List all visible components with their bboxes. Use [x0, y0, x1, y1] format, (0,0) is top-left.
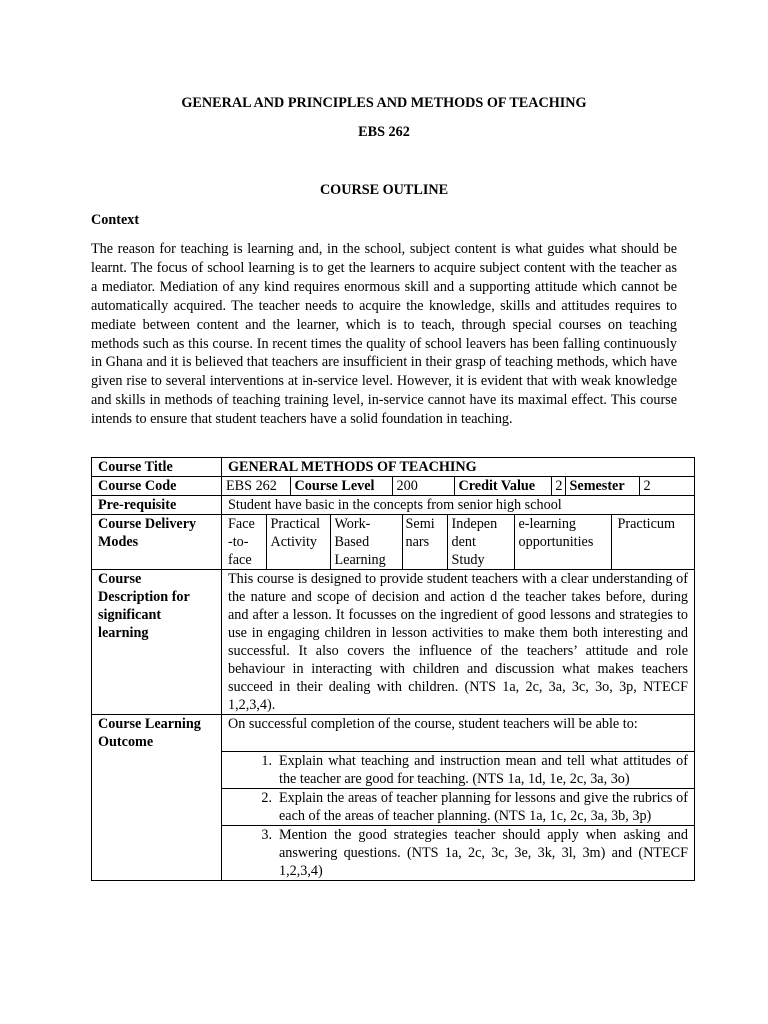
semester-value: 2: [639, 477, 694, 495]
learning-outcome-intro: On successful completion of the course, student teachers will be able to:: [222, 715, 694, 752]
delivery-mode-seminars: Semi nars: [402, 515, 447, 569]
table-row: [92, 715, 695, 881]
course-code-label: Course Code: [92, 477, 222, 496]
course-outline-table: [91, 457, 695, 881]
course-level-label: Course Level: [290, 477, 392, 495]
outcome-number: 1.: [261, 753, 272, 769]
table-row: [92, 515, 695, 570]
delivery-mode-e-learning: e-learning opportunities: [514, 515, 611, 569]
list-item: [228, 789, 688, 825]
credit-value-label: Credit Value: [454, 477, 551, 495]
list-item: [228, 826, 688, 880]
table-row: [92, 477, 695, 496]
table-row: [92, 458, 695, 477]
context-heading: Context: [91, 212, 140, 228]
delivery-mode-independent: Indepen dent Study: [447, 515, 514, 569]
delivery-mode-work-based: Work-Based Learning: [330, 515, 402, 569]
course-outline-heading: COURSE OUTLINE: [319, 182, 449, 198]
outcome-number: 3.: [261, 827, 272, 843]
semester-label: Semester: [565, 477, 639, 495]
prerequisite-value: Student have basic in the concepts from senior high school: [222, 496, 695, 515]
delivery-mode-practicum: Practicum: [611, 515, 694, 569]
outcome-text: Explain what teaching and instruction mean and tell what attitudes of the teacher are good for teaching. (NTS 1a, 1d, 1e, 2c, 3a, 3o): [279, 753, 688, 787]
learning-outcome-subtable: [222, 715, 694, 880]
delivery-mode-practical: Practical Activity: [266, 515, 330, 569]
outcome-number: 2.: [261, 790, 272, 806]
course-level-value: 200: [392, 477, 454, 495]
table-row: [92, 570, 695, 715]
delivery-modes-label: Course Delivery Modes: [92, 515, 222, 570]
course-code-value: EBS 262: [222, 477, 290, 495]
course-description-value: This course is designed to provide student teachers with a clear understanding of the nature and scope of decision and action d the teacher takes before, during and after a lesson. It focusses on the ingredient of good lessons and strategies to use in engaging children in lesson activities to make them both interesting and successful. It also covers the influence of the teachers’ attitude and role behaviour in interacting with children and discussion what makes teachers succeed in their dealing with children. (NTS 1a, 2c, 3a, 3c, 3o, 3p, NTECF 1,2,3,4).: [222, 570, 695, 715]
delivery-mode-face-to-face: Face -to-face: [222, 515, 266, 569]
delivery-modes-subtable: [222, 515, 694, 569]
table-row: [92, 496, 695, 515]
course-code-subtable: [222, 477, 694, 495]
document-title: GENERAL AND PRINCIPLES AND METHODS OF TEACHING: [181, 95, 587, 111]
outcome-text: Explain the areas of teacher planning for lessons and give the rubrics of each of the areas of teacher planning. (NTS 1a, 1c, 2c, 3a, 3b, 3p): [279, 790, 688, 824]
course-code-heading: EBS 262: [358, 124, 410, 140]
list-item: [228, 752, 688, 788]
credit-value: 2: [551, 477, 565, 495]
course-title-value: GENERAL METHODS OF TEACHING: [222, 458, 695, 477]
outcome-text: Mention the good strategies teacher should apply when asking and answering questions. (NTS 1a, 2c, 3c, 3e, 3k, 3l, 3m) and (NTECF 1,2,3,4): [279, 827, 688, 879]
course-title-label: Course Title: [92, 458, 222, 477]
prerequisite-label: Pre-requisite: [92, 496, 222, 515]
learning-outcome-label: Course Learning Outcome: [92, 715, 222, 881]
context-paragraph: The reason for teaching is learning and, in the school, subject content is what guides what should be learnt. The focus of school learning is to get the learners to acquire subject content with the teacher as a mediator. Mediation of any kind requires enormous skill and a supporting attitude which cannot be automatically acquired. The teacher needs to acquire the knowledge, skills and attitudes requires to mediate between content and the learner, which is to teach, through special courses on teaching methods such as this course. In recent times the quality of school leavers has been falling continuously in Ghana and it is believed that teachers are insufficient in their grasp of teaching methods, which have given rise to several interventions at in-service level. However, it is evident that with weak knowledge and skills in methods of teaching training level, in-service cannot have its maximal effect. This course intends to ensure that student teachers have a solid foundation in teaching.: [91, 241, 677, 428]
course-description-label: Course Description for significant learning: [92, 570, 222, 715]
